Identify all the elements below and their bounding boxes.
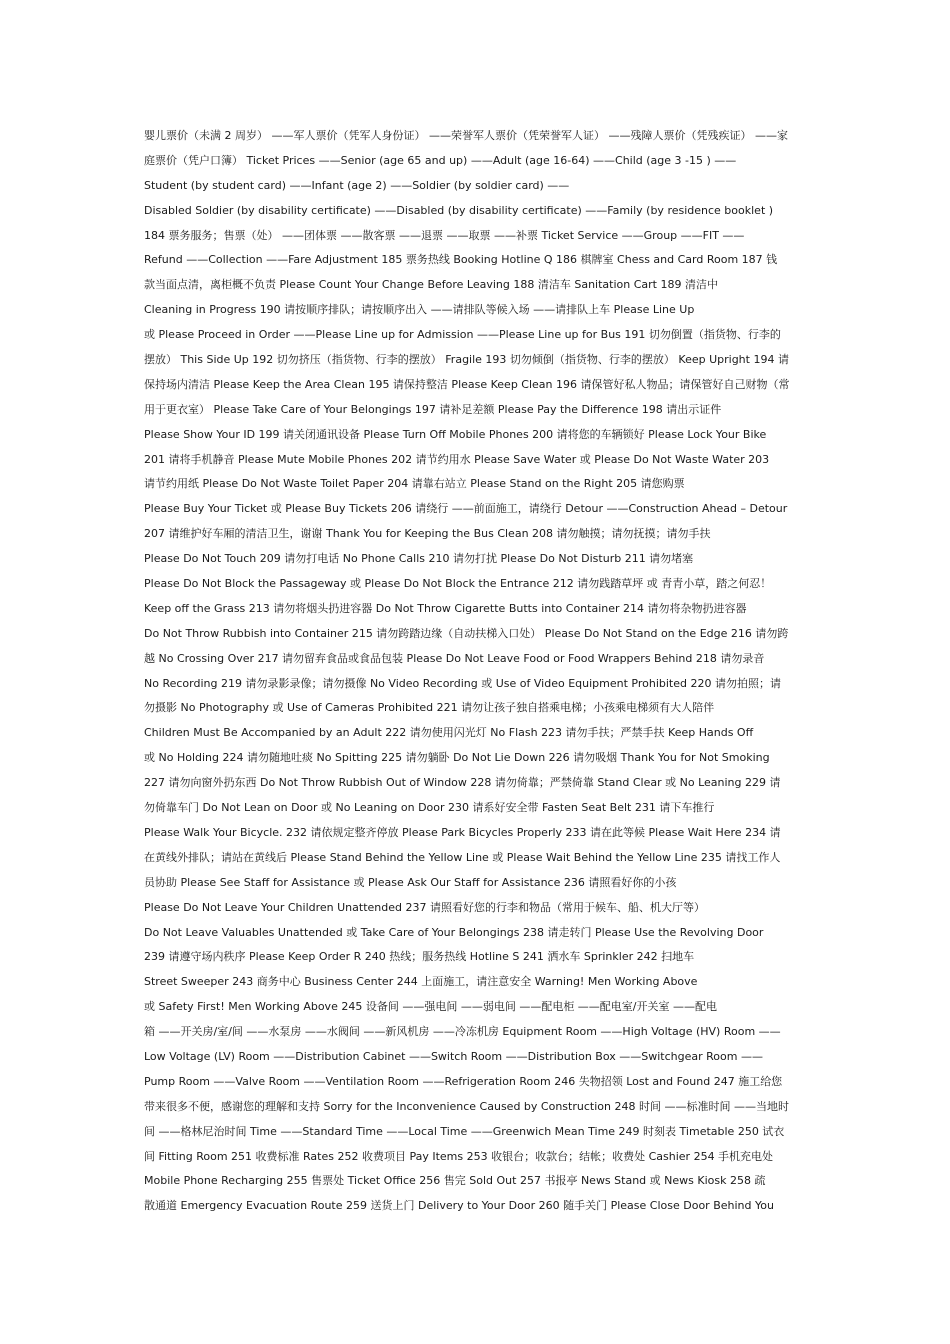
text-line: 184 票务服务；售票（处） ——团体票 ——散客票 ——退票 ——取票 ——补票 Ticket Service ——Group ——FIT —— xyxy=(144,228,745,242)
text-line: 201 请将手机静音 Please Mute Mobile Phones 202 请节约用水 Please Save Water 或 Please Do Not Waste Water 203 xyxy=(144,452,770,466)
text-line: Please Do Not Leave Your Children Unattended 237 请照看好您的行李和物品（常用于候车、船、机大厅等） xyxy=(144,900,705,914)
text-line: 带来很多不便，感谢您的理解和支持 Sorry for the Inconvenience Caused by Construction 248 时间 ——标准时间 ——当地时 xyxy=(144,1099,789,1113)
text-line: 间 Fitting Room 251 收费标准 Rates 252 收费项目 Pay Items 253 收银台；收款台；结帐；收费处 Cashier 254 手机充电处 xyxy=(144,1149,774,1163)
text-line: 请节约用纸 Please Do Not Waste Toilet Paper 204 请靠右站立 Please Stand on the Right 205 请您购票 xyxy=(144,477,685,491)
text-line: Keep off the Grass 213 请勿将烟头扔进容器 Do Not Throw Cigarette Butts into Container 214 请勿将杂物扔进容器 xyxy=(144,601,747,615)
text-line: 越 No Crossing Over 217 请勿留弃食品或食品包装 Please Do Not Leave Food or Food Wrappers Behind 218 请勿录音 xyxy=(144,651,765,665)
text-line: Do Not Throw Rubbish into Container 215 请勿跨踏边缘（自动扶梯入口处） Please Do Not Stand on the Edge 216 请勿跨 xyxy=(144,626,789,640)
text-line: 或 Safety First! Men Working Above 245 设备间 ——强电间 ——弱电间 ——配电柜 ——配电室/开关室 ——配电 xyxy=(144,1000,718,1014)
text-line: 239 请遵守场内秩序 Please Keep Order R 240 热线；服务热线 Hotline S 241 洒水车 Sprinkler 242 扫地车 xyxy=(144,950,695,964)
text-line: Children Must Be Accompanied by an Adult 222 请勿使用闪光灯 No Flash 223 请勿手扶；严禁手扶 Keep Hands Off xyxy=(144,726,754,740)
text-line: 或 No Holding 224 请勿随地吐痰 No Spitting 225 请勿躺卧 Do Not Lie Down 226 请勿吸烟 Thank You for Not Smoking xyxy=(144,751,770,765)
text-line: Please Do Not Block the Passageway 或 Please Do Not Block the Entrance 212 请勿践踏草坪 或 青青小草，踏之何忍！ xyxy=(144,577,772,591)
text-line: Do Not Leave Valuables Unattended 或 Take Care of Your Belongings 238 请走转门 Please Use the Revolving Door xyxy=(144,925,764,939)
text-line: 款当面点清，离柜概不负责 Please Count Your Change Before Leaving 188 清洁车 Sanitation Cart 189 清洁中 xyxy=(144,278,718,292)
text-line: 在黄线外排队；请站在黄线后 Please Stand Behind the Yellow Line 或 Please Wait Behind the Yellow Line 235 请找工作人 xyxy=(144,850,781,864)
text-line: Disabled Soldier (by disability certificate) ——Disabled (by disability certificate) ——Family (by residence booklet ) xyxy=(144,203,774,217)
text-line: 勿倚靠车门 Do Not Lean on Door 或 No Leaning on Door 230 请系好安全带 Fasten Seat Belt 231 请下车推行 xyxy=(144,801,715,815)
text-line: 勿摄影 No Photography 或 Use of Cameras Prohibited 221 请勿让孩子独自搭乘电梯；小孩乘电梯须有大人陪伴 xyxy=(144,701,715,715)
text-line: Please Walk Your Bicycle. 232 请依规定整齐停放 Please Park Bicycles Properly 233 请在此等候 Please Wait Here 234 请 xyxy=(144,825,781,839)
text-line: Mobile Phone Recharging 255 售票处 Ticket Office 256 售完 Sold Out 257 书报亭 News Stand 或 News Kiosk 258 疏 xyxy=(144,1174,766,1188)
document-body xyxy=(144,124,808,1219)
text-line: 摆放） This Side Up 192 切勿挤压（指货物、行李的摆放） Fragile 193 切勿倾倒（指货物、行李的摆放） Keep Upright 194 请 xyxy=(144,353,789,367)
text-line: Student (by student card) ——Infant (age 2) ——Soldier (by soldier card) —— xyxy=(144,178,570,192)
text-line: 箱 ——开关房/室/间 ——水泵房 ——水阀间 ——新风机房 ——冷冻机房 Equipment Room ——High Voltage (HV) Room —— xyxy=(144,1025,781,1039)
text-line: Low Voltage (LV) Room ——Distribution Cabinet ——Switch Room ——Distribution Box ——Switchgear Room —— xyxy=(144,1049,763,1063)
text-line: 227 请勿向窗外扔东西 Do Not Throw Rubbish Out of Window 228 请勿倚靠；严禁倚靠 Stand Clear 或 No Leaning 229 请 xyxy=(144,776,781,790)
text-line: Please Do Not Touch 209 请勿打电话 No Phone Calls 210 请勿打扰 Please Do Not Disturb 211 请勿堵塞 xyxy=(144,552,694,566)
text-line: Cleaning in Progress 190 请按顺序排队；请按顺序出入 ——请排队等候入场 ——请排队上车 Please Line Up xyxy=(144,303,695,317)
text-line: No Recording 219 请勿录影录像；请勿摄像 No Video Recording 或 Use of Video Equipment Prohibited 220 请勿拍照；请 xyxy=(144,676,781,690)
text-line: Street Sweeper 243 商务中心 Business Center 244 上面施工，请注意安全 Warning! Men Working Above xyxy=(144,975,698,989)
text-line: Please Buy Your Ticket 或 Please Buy Tickets 206 请绕行 ——前面施工，请绕行 Detour ——Construction Ahead – Detour xyxy=(144,502,788,516)
text-line: 婴儿票价（未满 2 周岁） ——军人票价（凭军人身份证） ——荣誉军人票价（凭荣誉军人证） ——残障人票价（凭残疾证） ——家 xyxy=(144,129,788,142)
text-line: Please Show Your ID 199 请关闭通讯设备 Please Turn Off Mobile Phones 200 请将您的车辆锁好 Please Lock Your Bike xyxy=(144,427,767,441)
text-line: 庭票价（凭户口簿） Ticket Prices ——Senior (age 65 and up) ——Adult (age 16-64) ——Child (age 3 -15 ) —— xyxy=(144,153,737,167)
text-line: Pump Room ——Valve Room ——Ventilation Room ——Refrigeration Room 246 失物招领 Lost and Found 247 施工给您 xyxy=(144,1074,783,1088)
text-line: 间 ——格林尼治时间 Time ——Standard Time ——Local Time ——Greenwich Mean Time 249 时刻表 Timetable 250 试衣 xyxy=(144,1124,785,1138)
text-line: Refund ——Collection ——Fare Adjustment 185 票务热线 Booking Hotline Q 186 棋牌室 Chess and Card Room 187 钱 xyxy=(144,253,778,267)
text-line: 保持场内清洁 Please Keep the Area Clean 195 请保持整洁 Please Keep Clean 196 请保管好私人物品；请保管好自己财物（常 xyxy=(144,377,790,391)
text-line: 散通道 Emergency Evacuation Route 259 送货上门 Delivery to Your Door 260 随手关门 Please Close Door Behind You xyxy=(144,1199,774,1213)
text-line: 用于更衣室） Please Take Care of Your Belongings 197 请补足差额 Please Pay the Difference 198 请出示证件 xyxy=(144,402,722,416)
text-line: 员协助 Please See Staff for Assistance 或 Please Ask Our Staff for Assistance 236 请照看好你的小孩 xyxy=(144,875,677,889)
text-line: 207 请维护好车厢的清洁卫生，谢谢 Thank You for Keeping the Bus Clean 208 请勿触摸；请勿抚摸；请勿手扶 xyxy=(144,527,711,541)
text-line: 或 Please Proceed in Order ——Please Line up for Admission ——Please Line up for Bus 191 切勿倒置（指货物、行李的 xyxy=(144,328,781,342)
